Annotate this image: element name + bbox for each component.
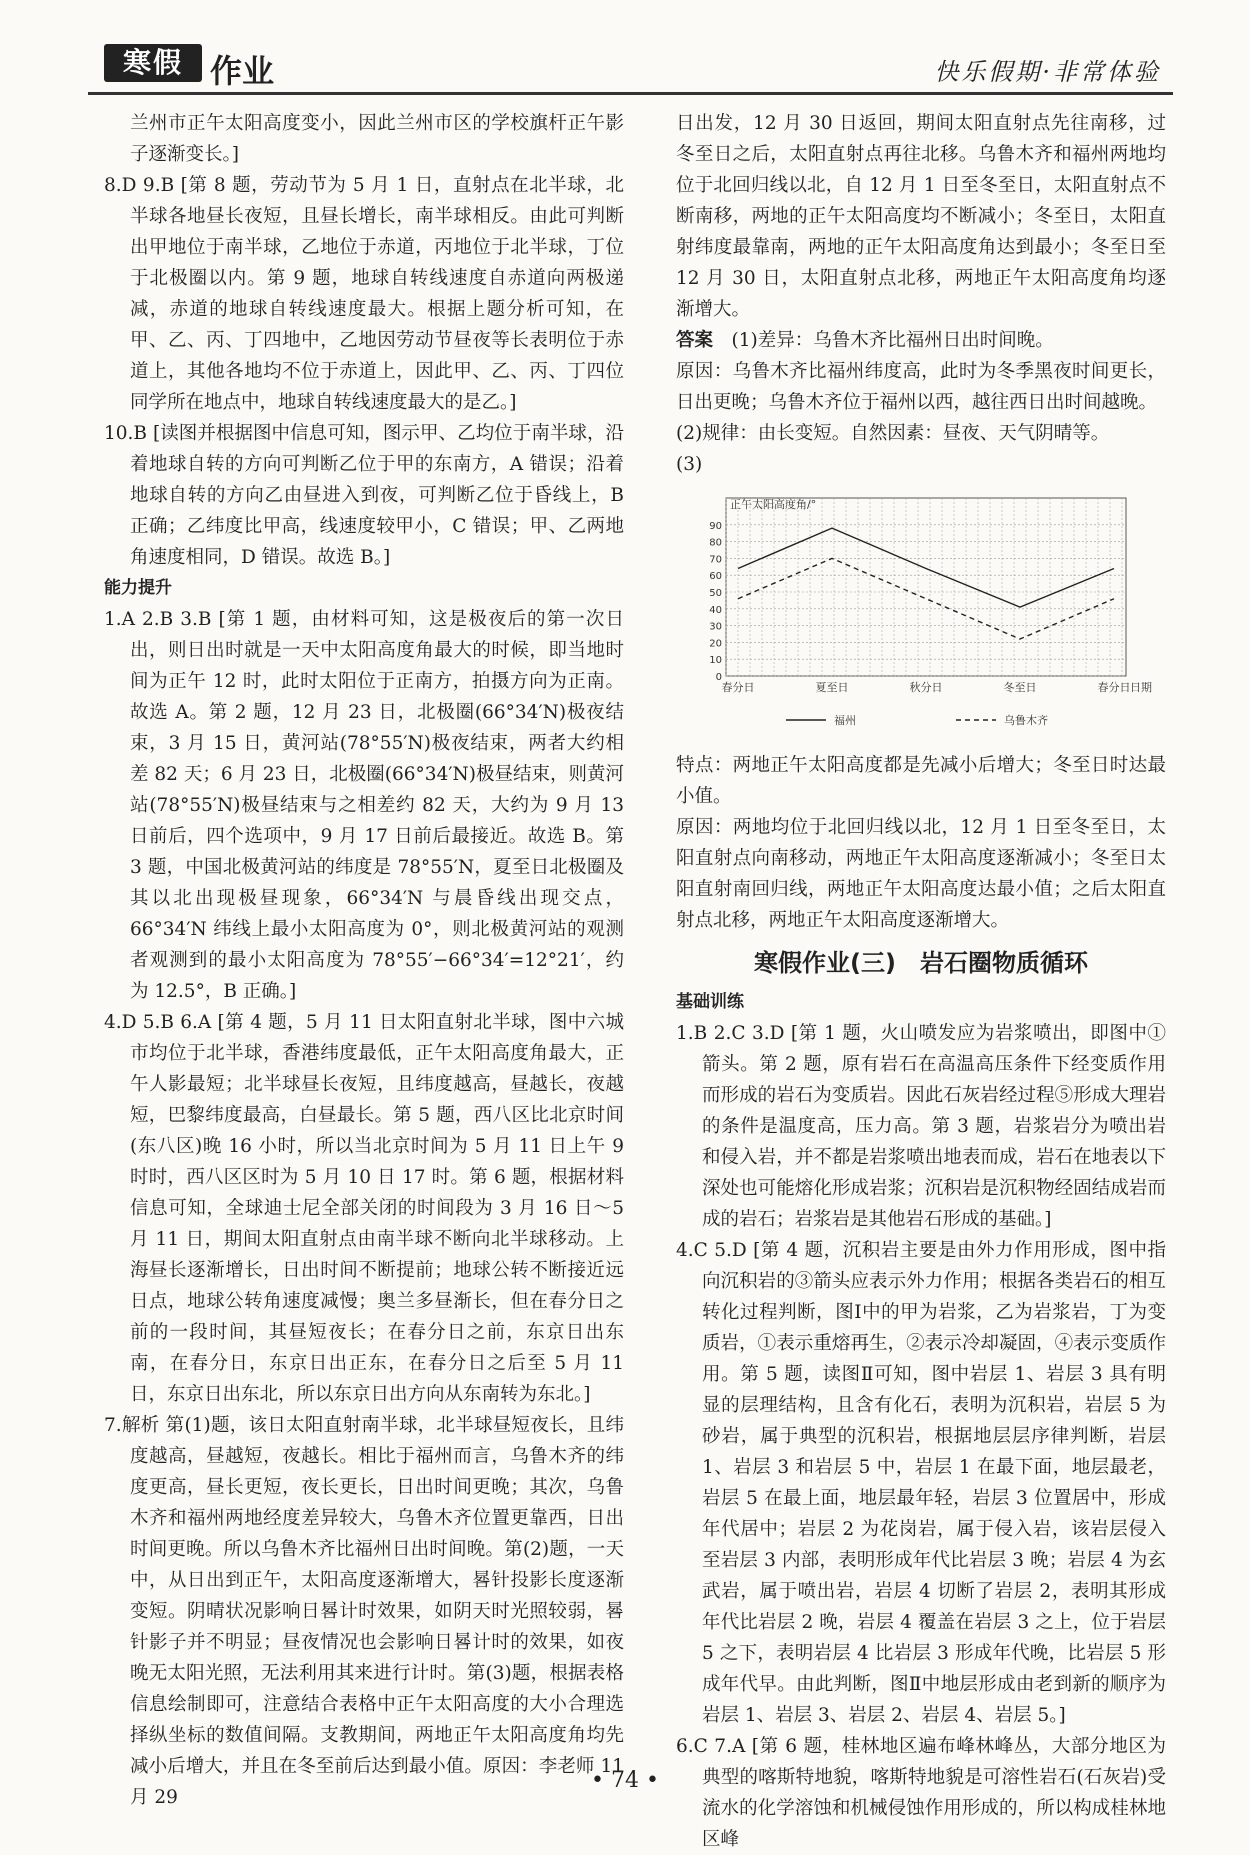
answer-s3-1-3: 1.B 2.C 3.D [第 1 题，火山喷发应为岩浆喷出，即图中①箭头。第 2 题，原有岩石在高温高压条件下经变质作用而形成的岩石为变质岩。因此石灰岩经过程⑤形成大理岩的条件是温度高，压力高。第 3 题，岩浆岩分为喷出岩和侵入岩，并不都是岩浆喷出地表而成，岩石在地表以下深处也可能熔化形成岩浆；沉积岩是沉积物经固结成岩而成的岩石；岩浆岩是其他岩石形成的基础。] [676, 1023, 1166, 1230]
y-tick-label: 10 [709, 655, 722, 667]
section-title: 寒假作业(三) 岩石圈物质循环 [754, 949, 1088, 977]
answer-paragraph: 兰州市正午太阳高度变小，因此兰州市区的学校旗杆正午影子逐渐变长。] [130, 113, 624, 165]
x-tick-label: 夏至日 [815, 681, 849, 694]
answer-10: 10.B [读图并根据图中信息可知，图示甲、乙均位于南半球，沿着地球自转的方向可判断乙位于甲的东南方，A 错误；沿着地球自转的方向乙由昼进入到夜，可判断乙位于昏线上，B 正确；乙纬度比甲高，线速度较甲小，C 错误；甲、乙两地角速度相同，D 错误。故选 B。] [104, 423, 624, 568]
answer-s3-6-7: 6.C 7.A [第 6 题，桂林地区遍布峰林峰丛，大部分地区为典型的喀斯特地貌，喀斯特地貌是可溶性岩石(石灰岩)受流水的化学溶蚀和机械侵蚀作用形成的，所以构成桂林地区峰 [676, 1736, 1166, 1850]
series-line-fuzhou [738, 528, 1114, 607]
heading-basic: 基础训练 [676, 992, 744, 1012]
legend-label: 乌鲁木齐 [1004, 714, 1048, 727]
feature-text: 特点：两地正午太阳高度都是先减小后增大；冬至日时达最小值。 [676, 755, 1166, 807]
answer-label: 答案 [676, 330, 714, 351]
heading-ability: 能力提升 [104, 578, 172, 598]
sun-angle-chart [686, 486, 1166, 746]
chart-svg [686, 486, 1156, 736]
answer-text-1: (1)差异：乌鲁木齐比福州日出时间晚。 [731, 330, 1054, 351]
answer-line-4: (3) [676, 454, 703, 475]
x-tick-label: 冬至日 [1003, 681, 1037, 694]
header-logo: 寒假 [104, 44, 202, 82]
x-tick-label: 春分日 [1097, 681, 1131, 694]
answer-1-3: 1.A 2.B 3.B [第 1 题，由材料可知，这是极夜后的第一次日出，则日出时就是一天中太阳高度角最大的时候，即当地时间为正午 12 时，此时太阳位于正南方，拍摄方向为正南。故选 A。第 2 题，12 月 23 日，北极圈(66°34′N)极夜结束，3 月 15 日，黄河站(78°55′N)极夜结束，两者大约相差 82 天；6 月 23 日，北极圈(66°34′N)极昼结束，则黄河站(78°55′N)极昼结束与之相差约 82 天，大约为 9 月 13 日前后，四个选项中，9 月 17 日前后最接近。故选 B。第 3 题，中国北极黄河站的纬度是 78°55′N，夏至日北极圈及其以北出现极昼现象，66°34′N 与晨昏线出现交点，66°34′N 纬线上最小太阳高度为 0°，则北极黄河站的观测者观测到的最小太阳高度为 78°55′−66°34′=12°21′，约为 12.5°，B 正确。] [104, 609, 624, 1002]
y-tick-label: 70 [709, 554, 722, 566]
y-tick-label: 20 [709, 638, 722, 650]
answer-line-1 [676, 325, 1166, 356]
page-header [88, 42, 1173, 90]
answer-line-2: 原因：乌鲁木齐比福州纬度高，此时为冬季黑夜时间更长，日出更晚；乌鲁木齐位于福州以西，越往西日出时间越晚。 [676, 361, 1166, 413]
header-title: 作业 [210, 52, 275, 90]
answer-line-3: (2)规律：由长变短。自然因素：昼夜、天气阴晴等。 [676, 423, 1110, 444]
answer-7-continued: 日出发，12 月 30 日返回，期间太阳直射点先往南移，过冬至日之后，太阳直射点再往北移。乌鲁木齐和福州两地均位于北回归线以北，自 12 月 1 日至冬至日，太阳直射点不断南移，两地的正午太阳高度均不断减小；冬至日，太阳直射纬度最靠南，两地的正午太阳高度角达到最小；冬至日至 12 月 30 日，太阳直射点北移，两地正午太阳高度角均逐渐增大。 [676, 113, 1166, 320]
header-rule [88, 92, 1173, 95]
legend-label: 福州 [834, 714, 856, 727]
reason-text: 原因：两地均位于北回归线以北，12 月 1 日至冬至日，太阳直射点向南移动，两地正午太阳高度逐渐减小；冬至日太阳直射南回归线，两地正午太阳高度达最小值；之后太阳直射点北移，两地正午太阳高度逐渐增大。 [676, 817, 1166, 931]
x-tick-label: 春分日 [721, 681, 755, 694]
y-tick-label: 90 [709, 520, 722, 532]
answer-s3-4-5: 4.C 5.D [第 4 题，沉积岩主要是由外力作用形成，图中指向沉积岩的③箭头应表示外力作用；根据各类岩石的相互转化过程判断，图Ⅰ中的甲为岩浆，乙为岩浆岩，丁为变质岩，①表示重熔再生，②表示冷却凝固，④表示变质作用。第 5 题，读图Ⅱ可知，图中岩层 1、岩层 3 具有明显的层理结构，且含有化石，表明为沉积岩，岩层 5 为砂岩，属于典型的沉积岩，根据地层层序律判断，岩层 1、岩层 3 和岩层 5 中，岩层 1 在最下面，地层最老，岩层 5 在最上面，地层最年轻，岩层 3 位置居中，形成年代居中；岩层 2 为花岗岩，属于侵入岩，该岩层侵入至岩层 3 内部，表明形成年代比岩层 3 晚；岩层 4 为玄武岩，属于喷出岩，岩层 4 切断了岩层 2，表明其形成年代比岩层 2 晚，岩层 4 覆盖在岩层 3 之上，位于岩层 5 之下，表明岩层 4 比岩层 3 形成年代晚，比岩层 5 形成年代早。由此判断，图Ⅱ中地层形成由老到新的顺序为岩层 1、岩层 3、岩层 2、岩层 4、岩层 5。] [676, 1240, 1166, 1726]
x-tick-label: 秋分日 [909, 681, 943, 694]
y-tick-label: 50 [709, 588, 722, 599]
y-tick-label: 80 [709, 537, 722, 549]
y-tick-label: 60 [709, 571, 722, 583]
y-axis-label: 正午太阳高度角/° [730, 498, 817, 511]
y-tick-label: 0 [715, 672, 722, 683]
series-line-urumqi [738, 558, 1114, 639]
x-axis-label: 日期 [1130, 681, 1152, 694]
header-slogan: 快乐假期·非常体验 [934, 58, 1161, 86]
y-tick-label: 40 [709, 604, 722, 616]
answer-7: 7.解析 第(1)题，该日太阳直射南半球，北半球昼短夜长，且纬度越高，昼越短，夜越长。相比于福州而言，乌鲁木齐的纬度更高，昼长更短，夜长更长，日出时间更晚；其次，乌鲁木齐和福州两地经度差异较大，乌鲁木齐位置更靠西，日出时间更晚。所以乌鲁木齐比福州日出时间晚。第(2)题，一天中，从日出到正午，太阳高度逐渐增大，晷针投影长度逐渐变短。阴晴状况影响日晷计时效果，如阴天时光照较弱，晷针影子并不明显；昼夜情况也会影响日晷计时的效果，如夜晚无太阳光照，无法利用其来进行计时。第(3)题，根据表格信息绘制即可，注意结合表格中正午太阳高度的大小合理选择纵坐标的数值间隔。支教期间，两地正午太阳高度角均先减小后增大，并且在冬至前后达到最小值。原因：李老师 11 月 29 [104, 1415, 624, 1808]
left-column [104, 108, 624, 1813]
right-column [676, 108, 1166, 1855]
y-tick-label: 30 [709, 621, 722, 633]
answer-8-9: 8.D 9.B [第 8 题，劳动节为 5 月 1 日，直射点在北半球，北半球各地昼长夜短，且昼长增长，南半球相反。由此可判断出甲地位于南半球，乙地位于赤道，丙地位于北半球，丁位于北极圈以内。第 9 题，地球自转线速度自赤道向两极递减，赤道的地球自转线速度最大。根据上题分析可知，在甲、乙、丙、丁四地中，乙地因劳动节昼夜等长表明位于赤道上，其他各地均不位于赤道上，因此甲、乙、丙、丁四位同学所在地点中，地球自转线速度最大的是乙。] [104, 175, 624, 413]
page-number: • 74 • [591, 1768, 659, 1793]
answer-4-6: 4.D 5.B 6.A [第 4 题，5 月 11 日太阳直射北半球，图中六城市均位于北半球，香港纬度最低，正午太阳高度角最大，正午人影最短；北半球昼长夜短，且纬度越高，昼越长，夜越短，巴黎纬度最高，白昼最长。第 5 题，西八区比北京时间(东八区)晚 16 小时，所以当北京时间为 5 月 11 日上午 9 时时，西八区区时为 5 月 10 日 17 时。第 6 题，根据材料信息可知，全球迪士尼全部关闭的时间段为 3 月 16 日～5 月 11 日，期间太阳直射点由南半球不断向北半球移动。上海昼长逐渐增长，日出时间不断提前；地球公转不断接近远日点，地球公转角速度减慢；奥兰多昼渐长，但在春分日之前的一段时间，其昼短夜长；在春分日之前，东京日出东南，在春分日，东京日出正东，在春分日之后至 5 月 11 日，东京日出东北，所以东京日出方向从东南转为东北。] [104, 1012, 624, 1405]
